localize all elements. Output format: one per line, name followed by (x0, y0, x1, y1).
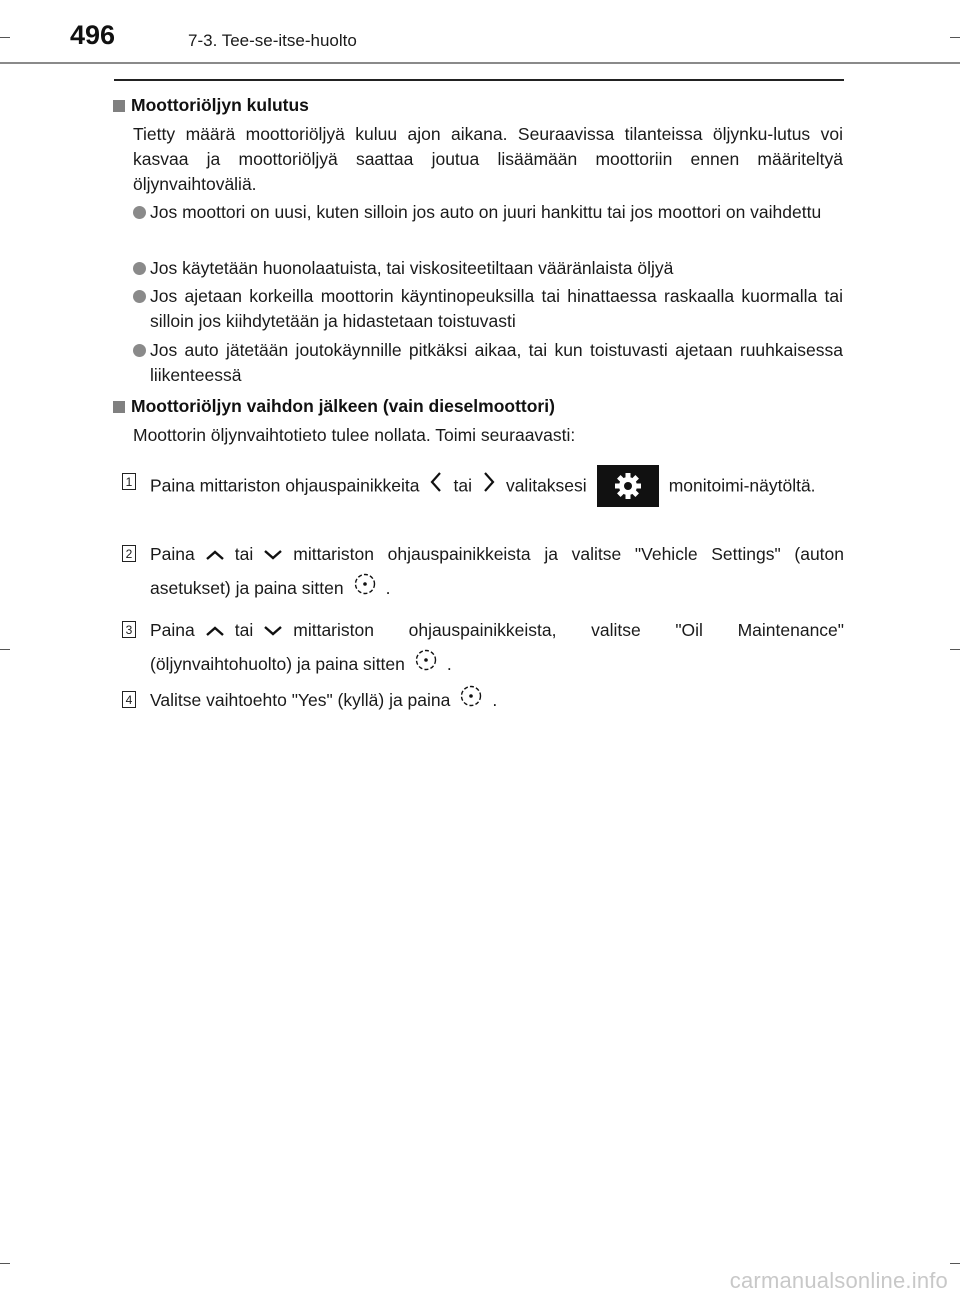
bullet-dot-icon (133, 206, 146, 219)
list-item (133, 256, 843, 281)
step-4 (122, 684, 844, 718)
square-bullet-icon (113, 100, 125, 112)
list-item (133, 200, 843, 225)
step-number: 3 (122, 621, 136, 638)
chevron-left-icon (429, 471, 443, 504)
list-item-text: Jos auto jätetään joutokäynnille pitkäksi aikaa, tai kun toistuvasti ajetaan ruuhkaisessa liikenteessä (150, 340, 843, 385)
step-text: Paina mittariston ohjauspainikkeita tai valitaksesi monitoimi-näytöltä. (150, 466, 844, 508)
bullet-dot-icon (133, 262, 146, 275)
header-rule (0, 62, 960, 64)
step-number: 2 (122, 545, 136, 562)
square-bullet-icon (113, 401, 125, 413)
step-number: 1 (122, 473, 136, 490)
crop-mark (0, 1263, 10, 1264)
step-number: 4 (122, 691, 136, 708)
list-item-text: Jos moottori on uusi, kuten silloin jos auto on juuri hankittu tai jos moottori on vaihdettu (150, 202, 822, 222)
ok-button-icon (415, 649, 437, 682)
crop-mark (0, 37, 10, 38)
section-title: Moottoriöljyn vaihdon jälkeen (vain dieselmoottori) (131, 396, 555, 416)
chevron-down-icon (263, 615, 283, 648)
chevron-up-icon (205, 615, 225, 648)
gear-icon (597, 465, 659, 507)
section-heading (113, 95, 309, 116)
section-intro: Moottorin öljynvaihtotieto tulee nollata. Toimi seuraavasti: (133, 425, 576, 445)
crop-mark (950, 649, 960, 650)
chevron-up-icon (205, 539, 225, 572)
step-2 (122, 538, 844, 606)
page-header (0, 0, 960, 62)
step-1 (122, 466, 844, 508)
list-item-text: Jos käytetään huonolaatuista, tai viskositeetiltaan vääränlaista öljyä (150, 258, 674, 278)
crop-mark (950, 37, 960, 38)
list-item-text: Jos ajetaan korkeilla moottorin käyntinopeuksilla tai hinattaessa raskaalla kuormalla tai silloin jos kiihdytetään ja hidastetaan toistuvasti (150, 286, 843, 331)
bullet-dot-icon (133, 290, 146, 303)
step-3 (122, 614, 844, 682)
list-item (133, 338, 843, 388)
page-number: 496 (70, 20, 116, 50)
bullet-dot-icon (133, 344, 146, 357)
ok-button-icon (354, 573, 376, 606)
list-item (133, 284, 843, 334)
chapter-title: 7-3. Tee-se-itse-huolto (188, 31, 357, 50)
crop-mark (0, 649, 10, 650)
section-intro: Tietty määrä moottoriöljyä kuluu ajon aikana. Seuraavissa tilanteissa öljynku-lutus voi kasvaa ja moottoriöljyä saattaa joutua lisäämään moottoriin ennen määriteltyä öljynvaihtoväliä. (133, 124, 843, 194)
chevron-down-icon (263, 539, 283, 572)
watermark: carmanualsonline.info (729, 1268, 948, 1293)
chevron-right-icon (482, 471, 496, 504)
ok-button-icon (460, 685, 482, 718)
crop-mark (950, 1263, 960, 1264)
step-text: Valitse vaihtoehto "Yes" (kyllä) ja paina . (150, 684, 844, 718)
content-rule (114, 79, 844, 81)
step-text: Paina tai mittariston ohjauspainikkeista, valitse "Oil Maintenance" (öljynvaihtohuolto) ja paina sitten . (150, 614, 844, 682)
step-text: Paina tai mittariston ohjauspainikkeista ja valitse "Vehicle Settings" (auton asetukset) ja paina sitten . (150, 538, 844, 606)
section-heading (113, 396, 555, 417)
section-title: Moottoriöljyn kulutus (131, 95, 309, 115)
